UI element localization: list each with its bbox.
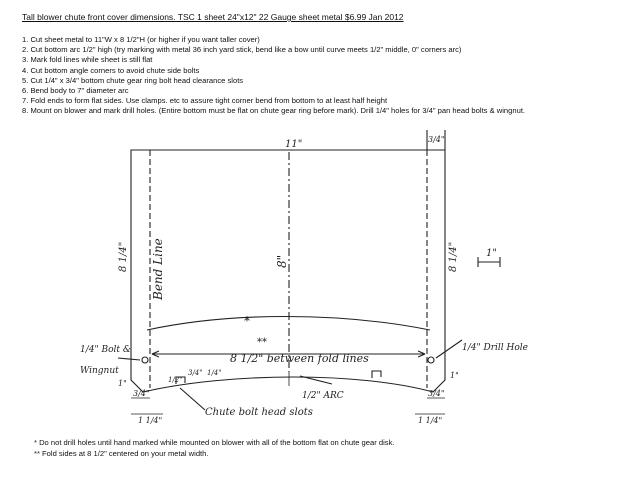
right-margin-label: 1": [450, 371, 459, 380]
bolt-label: 1/4" Bolt &: [80, 345, 131, 355]
star-mark: *: [244, 314, 250, 328]
footnote: ** Fold sides at 8 1/2" centered on your metal width.: [34, 449, 209, 458]
slots-label: Chute bolt head slots: [205, 407, 313, 418]
right-height-label: 8 1/4": [448, 241, 459, 272]
bottom-right-label-1: 3/4": [428, 389, 445, 398]
slot-label-three-quarter: 3/4": [188, 369, 203, 377]
left-drill-hole: [142, 357, 148, 363]
left-margin-label: 1": [118, 379, 127, 388]
right-slot: [372, 371, 381, 378]
instruction-step: 2. Cut bottom arc 1/2" high (try marking with metal 36 inch yard stick, bend like a bow until curve meets 1/2" middle, 0" corners arc): [22, 45, 462, 55]
left-height-label: 8 1/4": [118, 241, 129, 272]
fold-span-label: 8 1/2" between fold lines: [230, 352, 369, 365]
drill-hole-label: 1/4" Drill Hole: [462, 343, 528, 353]
wingnut-label: Wingnut: [80, 366, 119, 376]
bottom-right-label-2: 1 1/4": [418, 416, 443, 425]
bend-line-label: Bend Line: [151, 238, 165, 300]
width-label: 11": [285, 139, 303, 150]
slot-label-quarter: 1/4": [207, 369, 222, 377]
instruction-step: 4. Cut bottom angle corners to avoid chute side bolts: [22, 65, 200, 75]
footnotes: [34, 437, 394, 459]
instruction-step: 3. Mark fold lines while sheet is still flat: [22, 55, 153, 65]
bottom-left-label-2: 1 1/4": [138, 416, 163, 425]
right-drill-hole: [428, 357, 434, 363]
center-height-label: 8": [275, 254, 289, 268]
arc-label: 1/2" ARC: [302, 391, 344, 401]
slot-label-half: 1/2": [168, 376, 183, 384]
instruction-step: 8. Mount on blower and mark drill holes. (Entire bottom must be flat on chute gear ring before mark). Drill 1/4" holes for 3/4" pan head bolts & wingnut.: [22, 106, 526, 116]
instruction-step: 1. Cut sheet metal to 11"W x 8 1/2"H (or higher if you want taller cover): [22, 35, 260, 44]
footnote: * Do not drill holes until hand marked while mounted on blower with all of the bottom flat on chute gear disk.: [34, 438, 395, 447]
double-star-mark: **: [257, 337, 267, 348]
right-top-label: 3/4": [428, 135, 445, 144]
bottom-left-label-1: 3/4": [133, 389, 150, 398]
instruction-step: 7. Fold ends to form flat sides. Use clamps. etc to assure tight corner bend from bottom to at least half height: [22, 96, 388, 106]
instruction-step: 6. Bend body to 7" diameter arc: [22, 86, 129, 96]
title: Tall blower chute front cover dimensions. TSC 1 sheet 24"x12" 22 Gauge sheet metal $6.99 Jan 2012: [22, 12, 404, 22]
scale-label: 1": [486, 248, 497, 259]
instruction-step: 5. Cut 1/4" x 3/4" bottom chute gear ring bolt head clearance slots: [22, 75, 244, 85]
